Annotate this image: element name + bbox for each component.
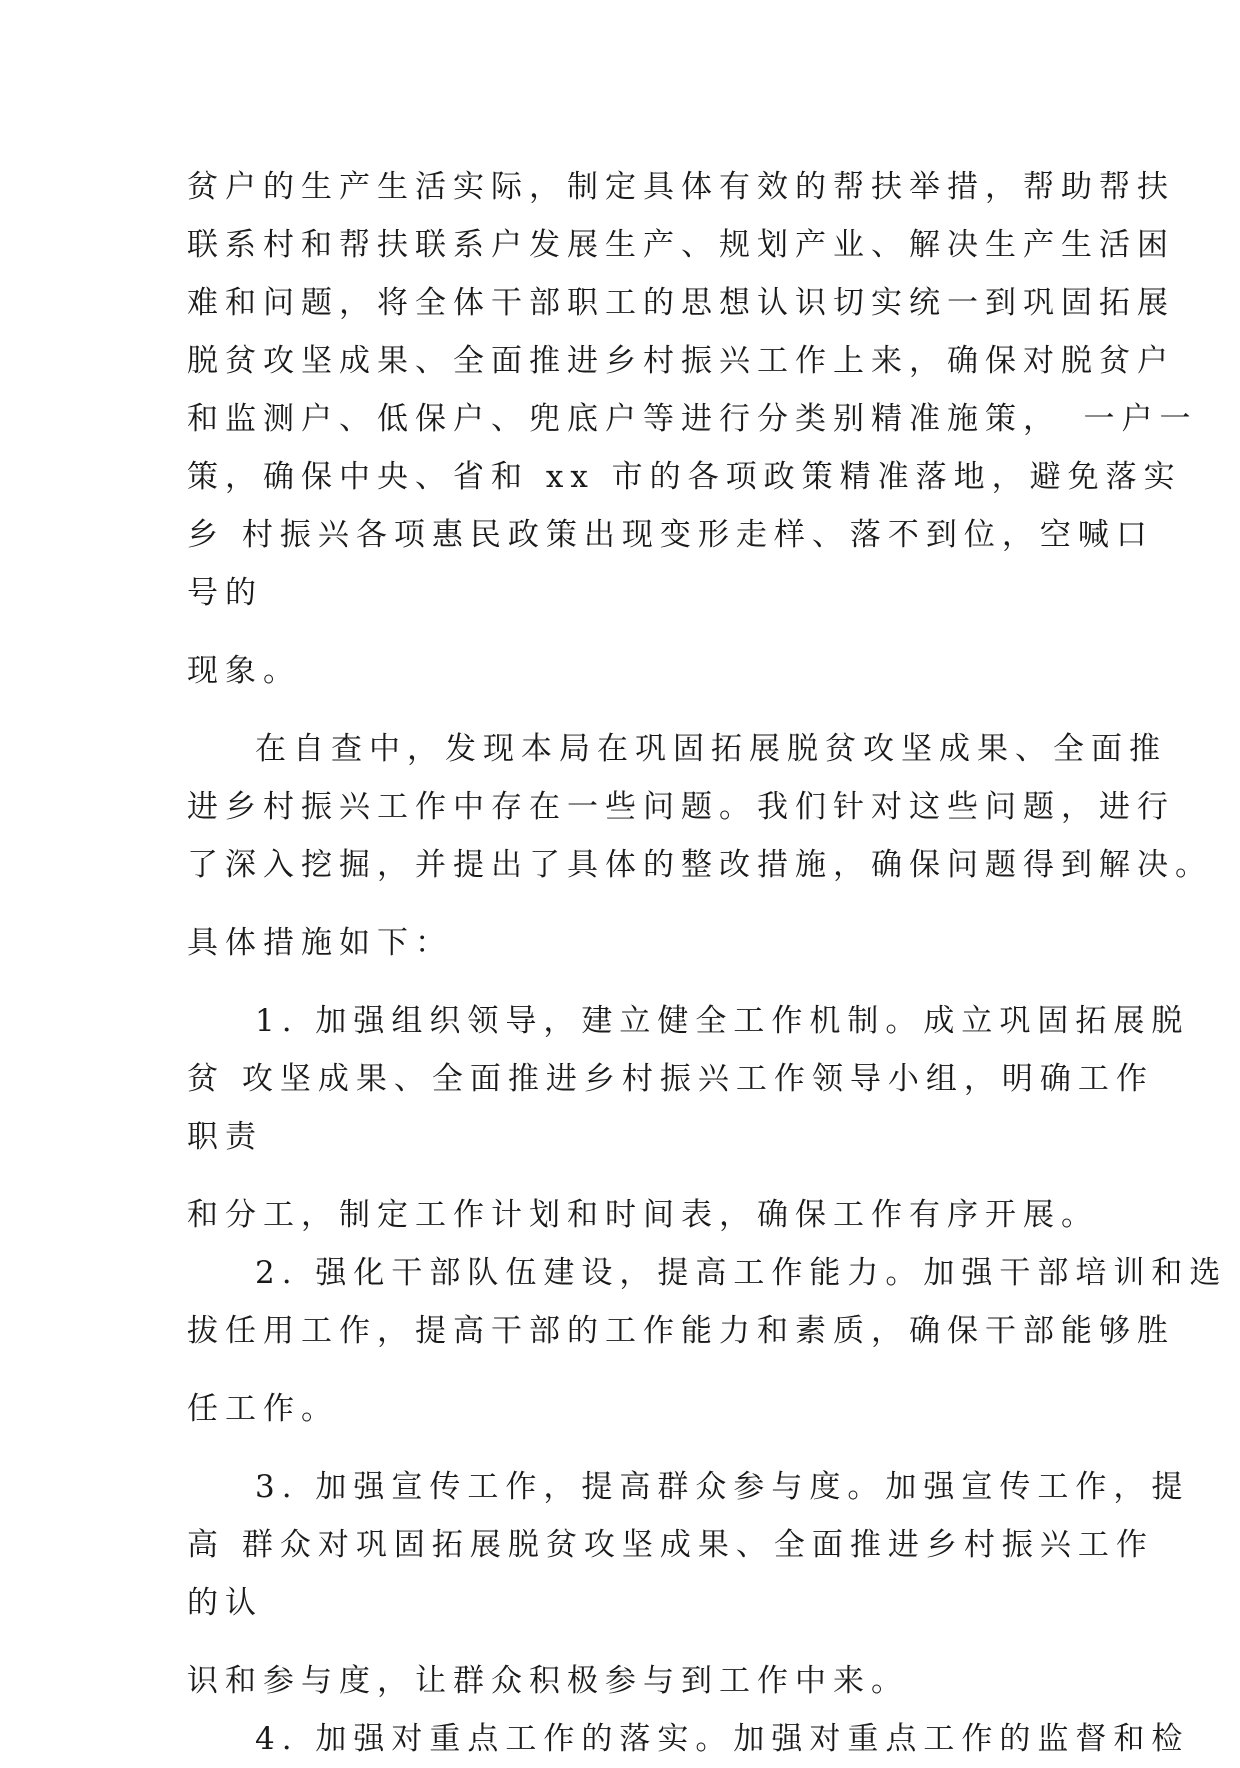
text-line: 和监测户、低保户、兜底户等进行分类别精准施策， 一户一 [187,401,1198,437]
list-item-3: 3. 加强宣传工作，提高群众参与度。加强宣传工作，提 [255,1469,1190,1505]
list-item-4: 4. 加强对重点工作的落实。加强对重点工作的监督和检 [255,1721,1190,1757]
text-line: 策，确保中央、省和 xx 市的各项政策精准落地，避免落实 [187,459,1182,495]
text-line: 和分工，制定工作计划和时间表，确保工作有序开展。 [187,1197,1099,1233]
text-line: 联系村和帮扶联系户发展生产、规划产业、解决生产生活困 [187,227,1175,263]
text-line: 现象。 [187,653,301,689]
list-item-2: 2. 强化干部队伍建设，提高工作能力。加强干部培训和选 [255,1255,1228,1291]
text-line: 号的 [187,575,263,611]
text-line: 贫户的生产生活实际，制定具体有效的帮扶举措，帮助帮扶 [187,169,1175,205]
text-line: 识和参与度，让群众积极参与到工作中来。 [187,1663,909,1699]
text-line: 贫 攻坚成果、全面推进乡村振兴工作领导小组，明确工作 [187,1061,1154,1097]
text-line: 乡 村振兴各项惠民政策出现变形走样、落不到位，空喊口 [187,517,1154,553]
text-line: 拔任用工作，提高干部的工作能力和素质，确保干部能够胜 [187,1313,1175,1349]
text-line: 高 群众对巩固拓展脱贫攻坚成果、全面推进乡村振兴工作 [187,1527,1154,1563]
list-item-1: 1. 加强组织领导，建立健全工作机制。成立巩固拓展脱 [255,1003,1190,1039]
text-line: 职责 [187,1119,263,1155]
text-line: 具体措施如下： [187,925,453,961]
text-line: 了深入挖掘，并提出了具体的整改措施，确保问题得到解决。 [187,847,1213,883]
paragraph-first-line: 在自查中，发现本局在巩固拓展脱贫攻坚成果、全面推 [255,731,1167,767]
text-line: 难和问题，将全体干部职工的思想认识切实统一到巩固拓展 [187,285,1175,321]
text-line: 脱贫攻坚成果、全面推进乡村振兴工作上来，确保对脱贫户 [187,343,1175,379]
text-line: 的认 [187,1585,263,1621]
text-line: 任工作。 [187,1391,339,1427]
body-text [187,158,1228,1768]
text-line: 进乡村振兴工作中存在一些问题。我们针对这些问题，进行 [187,789,1175,825]
